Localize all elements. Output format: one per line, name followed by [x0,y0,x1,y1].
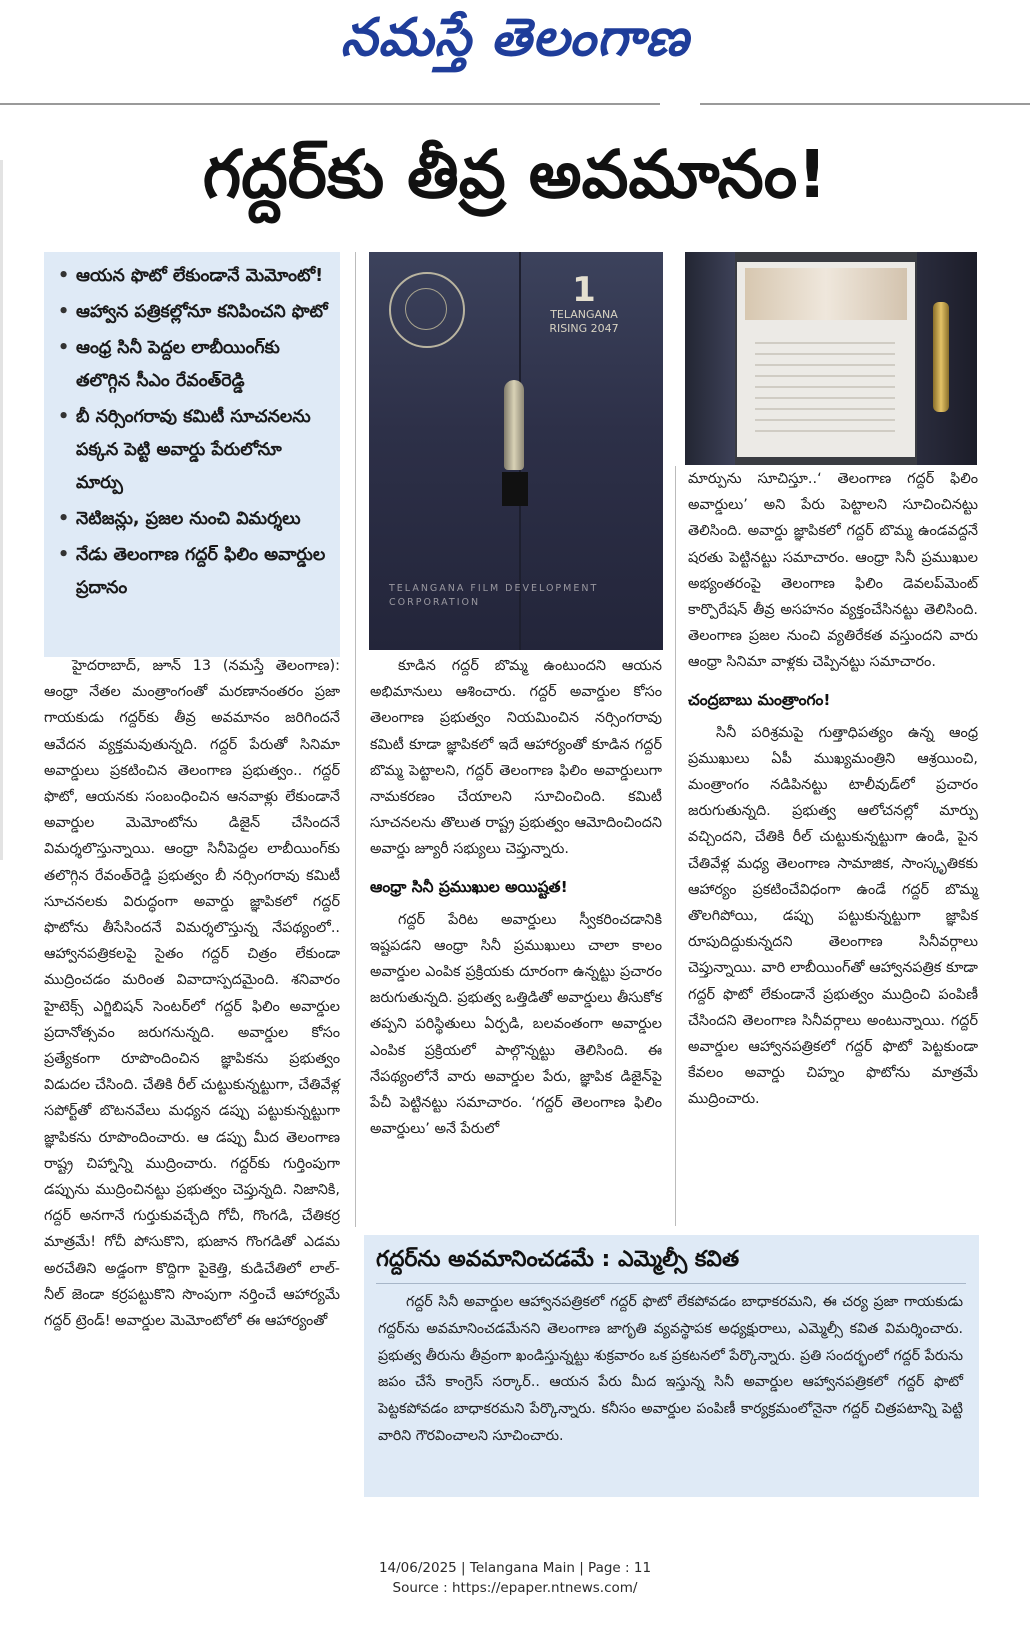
corporation-text: TELANGANA FILM DEVELOPMENT CORPORATION [389,583,599,608]
article-paragraph: గద్దర్ పేరిట అవార్డులు స్వీకరించడానికి ఇష్టపడని ఆంధ్రా సినీ ప్రముఖులు చాలా కాలం అవార్డుల ఎంపిక ప్రక్రియకు దూరంగా ఉన్నట్టు ప్రచారం జరుగుతున్నది. ప్రభుత్వ ఒత్తిడితో అవార్డులు తీసుకోక తప్పని పరిస్థితులు ఏర్పడి, బలవంతంగా అవార్డుల ఎంపిక ప్రక్రియలో పాల్గొన్నట్టు తెలిసింది. ఈ నేపథ్యంలోనే వారు అవార్డుల పేరు, జ్ఞాపిక డిజైన్‌పై పేచీ పెట్టినట్టు సమాచారం. ‘గద్దర్ తెలంగాణ ఫిలిం అవార్డులు’ అనే పేరులో [370,911,662,1138]
highlight-item: • నేడు తెలంగాణ గద్దర్ ఫిలిం అవార్డుల ప్రదానం [56,539,334,605]
state-emblem-icon [389,272,465,348]
invitation-card-header [745,268,907,320]
footer [0,1558,1030,1598]
rising-text: TELANGANA RISING 2047 [549,308,619,335]
footer-source-line: Source : https://epaper.ntnews.com/ [392,1580,638,1596]
article-paragraph: కూడిన గద్దర్ బొమ్మ ఉంటుందని ఆయన అభిమానులు ఆశించారు. గద్దర్ అవార్డుల కోసం తెలంగాణ ప్రభుత్వం నియమించిన నర్సింగరావు కమిటీ కూడా జ్ఞాపికలో ఇదే ఆహార్యంతో కూడిన గద్దర్ బొమ్మ పెట్టాలని, గద్దర్ తెలంగాణ ఫిలిం అవార్డులుగా నామకరణం చేయాలని సూచించింది. కమిటీ సూచనలను తొలుత రాష్ట్ర ప్రభుత్వం ఆమోదించిందని అవార్డు జ్యూరీ సభ్యులు చెప్తున్నారు. [370,658,662,858]
highlight-item: • ఆయన ఫొటో లేకుండానే మెమోంటో! [56,260,334,293]
award-statuette-icon [933,302,949,412]
highlights-box [44,252,340,657]
sidebar-box [364,1235,979,1497]
column-divider [355,252,356,1227]
column-divider [675,466,676,1226]
page-edge [0,160,3,860]
subheading: ఆంధ్రా సినీ ప్రముఖుల అయిష్టత! [370,877,568,896]
highlight-item: • ఆహ్వాన పత్రికల్లోనూ కనిపించని ఫొటో [56,296,334,329]
trophy-icon [502,380,528,530]
article-paragraph: సినీ పరిశ్రమపై గుత్తాధిపత్యం ఉన్న ఆంధ్ర ప్రముఖులు ఏపీ ముఖ్యమంత్రిని ఆశ్రయించి, మంత్రాంగం నడిపినట్టు టాలీవుడ్‌లో ప్రచారం జరుగుతున్నది. ప్రభుత్వ ఆలోచనల్లో మార్పు వచ్చిందని, చేతికి రీల్ చుట్టుకున్నట్టుగా ఉండి, పైన చేతివేళ్ల మధ్య తెలంగాణ సామాజిక, సాంస్కృతికకు ఆహార్యం ప్రకటించేవిధంగా ఉండే గద్దర్ బొమ్మ తొలగిపోయి, డప్పు పట్టుకున్నట్టుగా జ్ఞాపిక రూపుదిద్దుకున్నదని తెలంగాణ సినీవర్గాలు చెప్తున్నాయి. వారి లాబీయింగ్‌తో ఆహ్వానపత్రిక కూడా గద్దర్ ఫొటో లేకుండానే ప్రభుత్వం ముద్రించి పంపిణీ చేసిందని తెలంగాణ సినీవర్గాలు అంటున్నాయి. గద్దర్ అవార్డుల ఆహ్వానపత్రికలో గద్దర్ ఫొటో పెట్టకుండా కేవలం అవార్డు చిహ్నం ఫొటోను మాత్రమే ముద్రించారు. [688,724,978,1108]
newspaper-logo: నమస్తే తెలంగాణ [340,8,690,68]
sidebar-box-divider [376,1283,966,1284]
headline: గద్దర్‌కు తీవ్ర అవమానం! [202,136,828,213]
sidebar-box-body: గద్దర్ సినీ అవార్డుల ఆహ్వానపత్రికలో గద్దర్ ఫొటో లేకపోవడం బాధాకరమని, ఈ చర్య ప్రజా గాయకుడు గద్దర్‌ను అవమానించడమేనని తెలంగాణ జాగృతి వ్యవస్థాపక అధ్యక్షురాలు, ఎమ్మెల్సీ కవిత విమర్శించారు. ప్రభుత్వ తీరును తీవ్రంగా ఖండిస్తున్నట్టు శుక్రవారం ఒక ప్రకటనలో పేర్కొన్నారు. ప్రతి సందర్భంలో గద్దర్ పేరును జపం చేసే కాంగ్రెస్ సర్కార్.. ఆయన పేరు మీద ఇస్తున్న సినీ అవార్డుల ఆహ్వానపత్రికలో గద్దర్ ఫొటో పెట్టకపోవడం బాధాకరమని పేర్కొన్నారు. కనీసం అవార్డుల పంపిణీ కార్యక్రమంలోనైనా గద్దర్ చిత్రపటాన్ని పెట్టి వారిని గౌరవించాలని సూచించారు. [378,1294,963,1444]
invitation-cover-left [685,252,735,465]
sidebar-box-title: గద్దర్‌ను అవమానించడమే : ఎమ్మెల్సీ కవిత [376,1247,740,1272]
article-paragraph: హైదరాబాద్, జూన్ 13 (నమస్తే తెలంగాణ): ఆంధ్రా నేతల మంత్రాంగంతో మరణానంతరం ప్రజా గాయకుడు గద్దర్‌కు తీవ్ర అవమానం జరిగిందనే ఆవేదన వ్యక్తమవుతున్నది. గద్దర్ పేరుతో సినిమా అవార్డులు ప్రకటించిన తెలంగాణ ప్రభుత్వం.. గద్దర్ ఫొటో, ఆయనకు సంబంధించిన ఆనవాళ్లు లేకుండానే అవార్డుల మెమోంటోను డిజైన్ చేసిందనే విమర్శలొస్తున్నాయి. ఆంధ్రా సినీపెద్దల లాబీయింగ్‌కు తలొగ్గిన రేవంత్‌రెడ్డి ప్రభుత్వం బీ నర్సింగరావు కమిటీ సూచనలకు విరుద్ధంగా అవార్డు జ్ఞాపికలో గద్దర్ ఫొటోను తీసేసిందనే విమర్శలొస్తున్న నేపథ్యంలో.. ఆహ్వానపత్రికలపై సైతం గద్దర్ చిత్రం లేకుండా ముద్రించడం మరింత వివాదాస్పదమైంది. శనివారం హైటెక్స్ ఎగ్జిబిషన్ సెంటర్‌లో గద్దర్ ఫిలిం అవార్డుల ప్రదానోత్సవం జరుగనున్నది. అవార్డుల కోసం ప్రత్యేకంగా రూపొందించిన జ్ఞాపికను ప్రభుత్వం విడుదల చేసింది. చేతికి రీల్ చుట్టుకున్నట్టుగా, చేతివేళ్ల సపోర్ట్‌తో బొటనవేలు మధ్యన డప్పు పట్టుకున్నట్టుగా జ్ఞాపికను రూపొందించారు. ఆ డప్పు మీద తెలంగాణ రాష్ట్ర చిహ్నాన్ని ముద్రించారు. గద్దర్‌కు గుర్తింపుగా డప్పును ముద్రించినట్టు ప్రభుత్వం చెప్తున్నది. నిజానికి, గద్దర్ అనగానే గుర్తుకువచ్చేది గోచీ, గొంగడి, చేతికర్ర మాత్రమే! గోచీ పోసుకొని, భుజాన గొంగడితో ఎడమ అరచేతిని అడ్డంగా కొద్దిగా పైకెత్తి, కుడిచేతిలో లాల్-నీల్ జెండా కర్రపట్టుకొని సొంపుగా నర్తించే ఆహార్యమే గద్దర్ ట్రెండ్! అవార్డుల మెమోంటోలో ఈ ఆహార్యంతో [44,658,340,1330]
memento-box-photo [369,252,663,650]
article-column-3 [688,466,978,1113]
article-column-2 [370,653,662,1142]
rising-number: 1 [572,270,596,310]
article-column-1 [44,653,340,1334]
invitation-card [737,262,915,457]
masthead-divider-left [0,103,660,105]
masthead [0,0,1030,90]
masthead-divider-right [700,103,1030,105]
highlight-item: • ఆంధ్ర సినీ పెద్దల లాబీయింగ్‌కు తలొగ్గిన సీఎం రేవంత్‌రెడ్డి [56,332,334,398]
invitation-card-text [755,342,895,432]
telangana-rising-logo [549,272,619,352]
invitation-photo [685,252,977,465]
subheading: చంద్రబాబు మంత్రాంగం! [688,690,831,709]
article-paragraph: మార్పును సూచిస్తూ..‘ తెలంగాణ గద్దర్ ఫిలిం అవార్డులు’ అని పేరు పెట్టాలని సూచించినట్టు తెలిసింది. అవార్డు జ్ఞాపికలో గద్దర్ బొమ్మ ఉండవద్దనే షరతు పెట్టినట్టు సమాచారం. ఆంధ్రా సినీ ప్రముఖుల అభ్యంతరంపై తెలంగాణ ఫిలిం డెవలప్‌మెంట్ కార్పొరేషన్ తీవ్ర అసహనం వ్యక్తంచేసినట్టు తెలిసింది. తెలంగాణ ప్రజల నుంచి వ్యతిరేకత వస్తుందని వారు ఆంధ్రా సినిమా వాళ్లకు చెప్పినట్టు సమాచారం. [688,471,978,671]
highlight-item: • నెటిజన్లు, ప్రజల నుంచి విమర్శలు [56,503,334,536]
footer-date-line: 14/06/2025 | Telangana Main | Page : 11 [378,1560,652,1576]
highlight-item: • బీ నర్సింగరావు కమిటీ సూచనలను పక్కన పెట్టి అవార్డు పేరులోనూ మార్పు [56,401,334,500]
